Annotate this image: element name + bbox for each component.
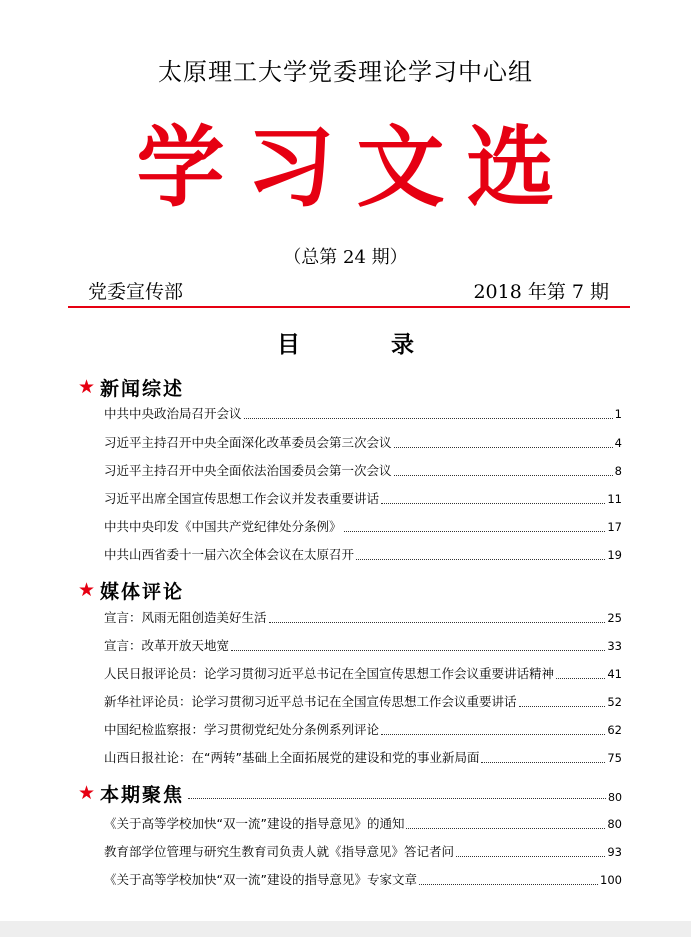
star-icon: ★	[78, 781, 96, 804]
entry-page: 33	[607, 639, 622, 653]
entry-title: 人民日报评论员：论学习贯彻习近平总书记在全国宣传思想工作会议重要讲话精神	[104, 666, 555, 681]
section-heading-media[interactable]	[78, 577, 622, 603]
leader-dots	[381, 734, 605, 735]
entry-title: 习近平主持召开中央全面依法治国委员会第一次会议	[104, 463, 392, 478]
section-label: 媒体评论	[100, 580, 185, 603]
toc-entry[interactable]	[104, 487, 622, 507]
toc-entry[interactable]	[104, 459, 622, 479]
entry-title: 中共中央政治局召开会议	[104, 406, 242, 421]
entry-page: 17	[607, 520, 622, 534]
leader-dots	[344, 531, 606, 532]
toc-entry[interactable]	[104, 812, 622, 832]
section-heading-focus[interactable]	[78, 780, 622, 806]
publication-title: 学习文选	[136, 115, 577, 219]
leader-dots	[356, 559, 605, 560]
total-issue: （总第 24 期）	[283, 247, 408, 268]
entry-page: 19	[607, 548, 622, 562]
leader-dots	[519, 706, 606, 707]
leader-dots	[269, 622, 606, 623]
entry-title: 中国纪检监察报：学习贯彻党纪处分条例系列评论	[104, 722, 380, 737]
leader-dots	[244, 418, 613, 419]
leader-dots	[381, 503, 605, 504]
entry-page: 11	[607, 492, 622, 506]
entry-title: 中共中央印发《中国共产党纪律处分条例》	[104, 519, 342, 534]
toc-entry[interactable]	[104, 634, 622, 654]
entry-title: 宣言：风雨无阻创造美好生活	[104, 610, 267, 625]
leader-dots	[188, 798, 606, 799]
toc-entry[interactable]	[104, 840, 622, 860]
entry-page: 100	[600, 873, 622, 887]
entry-title: 《关于高等学校加快“双一流”建设的指导意见》专家文章	[104, 872, 417, 887]
issue-number: 2018 年第 7 期	[473, 281, 609, 303]
leader-dots	[481, 762, 605, 763]
toc-entry[interactable]	[104, 515, 622, 535]
entry-title: 山西日报社论：在“两转”基础上全面拓展党的建设和党的事业新局面	[104, 750, 480, 765]
leader-dots	[231, 650, 605, 651]
leader-dots	[456, 856, 605, 857]
leader-dots	[406, 828, 605, 829]
toc-entry[interactable]	[104, 746, 622, 766]
star-icon: ★	[78, 578, 96, 601]
entry-page: 62	[607, 723, 622, 737]
toc-entry[interactable]	[104, 662, 622, 682]
toc-entry[interactable]	[104, 431, 622, 451]
entry-page: 75	[607, 751, 622, 765]
entry-title: 习近平出席全国宣传思想工作会议并发表重要讲话	[104, 491, 380, 506]
entry-page: 41	[607, 667, 622, 681]
entry-title: 习近平主持召开中央全面深化改革委员会第三次会议	[104, 435, 392, 450]
entry-page: 93	[607, 845, 622, 859]
star-icon: ★	[78, 375, 96, 398]
divider-rule	[68, 306, 630, 308]
org-name: 太原理工大学党委理论学习中心组	[158, 58, 533, 86]
entry-title: 宣言：改革开放天地宽	[104, 638, 230, 653]
entry-page: 1	[614, 407, 622, 421]
toc-entry[interactable]	[104, 543, 622, 563]
toc-entry[interactable]	[104, 718, 622, 738]
entry-page: 52	[607, 695, 622, 709]
leader-dots	[394, 447, 613, 448]
leader-dots	[394, 475, 613, 476]
section-label: 新闻综述	[100, 377, 185, 400]
toc-entry[interactable]	[104, 868, 622, 888]
section-page: 80	[608, 790, 622, 804]
viewer-bottom-bar	[0, 921, 691, 937]
entry-title: 教育部学位管理与研究生教育司负责人就《指导意见》答记者问	[104, 844, 455, 859]
leader-dots	[419, 884, 598, 885]
entry-page: 4	[614, 436, 622, 450]
section-label: 本期聚焦	[100, 783, 185, 806]
toc-entry[interactable]	[104, 690, 622, 710]
department: 党委宣传部	[88, 281, 184, 303]
entry-page: 25	[607, 611, 622, 625]
entry-title: 新华社评论员：论学习贯彻习近平总书记在全国宣传思想工作会议重要讲话	[104, 694, 517, 709]
toc-entry[interactable]	[104, 606, 622, 626]
entry-title: 中共山西省委十一届六次全体会议在太原召开	[104, 547, 355, 562]
toc-title: 目 录	[277, 332, 448, 358]
entry-page: 80	[607, 817, 622, 831]
entry-title: 《关于高等学校加快“双一流”建设的指导意见》的通知	[104, 816, 405, 831]
entry-page: 8	[614, 464, 622, 478]
section-heading-news[interactable]	[78, 374, 622, 400]
leader-dots	[556, 678, 605, 679]
toc-entry[interactable]	[104, 402, 622, 422]
